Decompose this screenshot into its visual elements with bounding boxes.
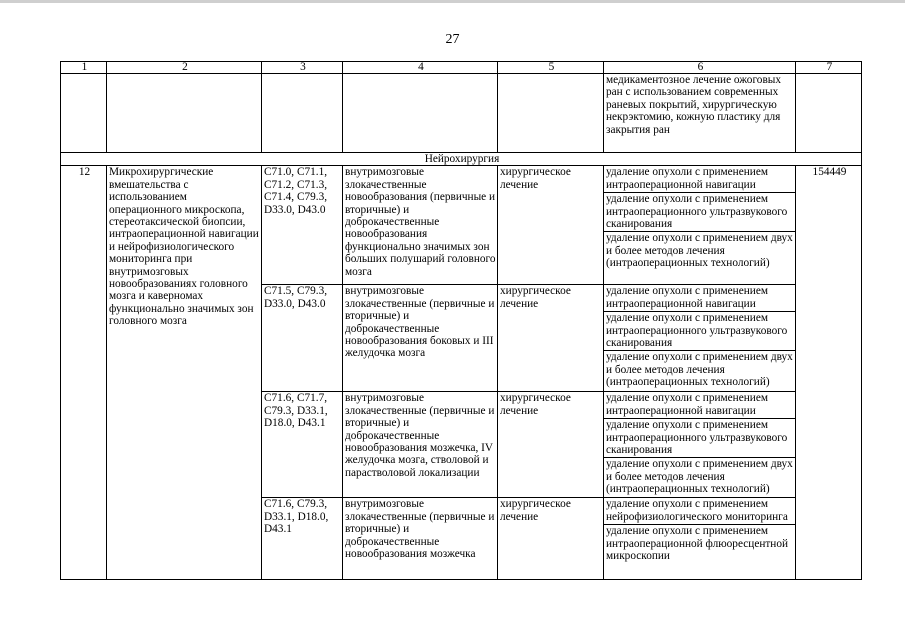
column-header: 6 bbox=[604, 62, 796, 74]
cell bbox=[107, 74, 262, 153]
treatment-method: удаление опухоли с применением интраоперационного ультразвукового сканирования bbox=[604, 419, 795, 458]
entry-name: Микрохирургические вмешательства с использованием операционного микроскопа, стереотаксической биопсии, интраоперационной навигации и нейрофизиологического мониторинга при внутримозговых новообразованиях головного мозга и каверномах функционально значимых зон головного мозга bbox=[107, 166, 262, 580]
treatment-method: удаление опухоли с применением интраоперационной навигации bbox=[604, 392, 795, 419]
treatment-method: удаление опухоли с применением интраоперационного ультразвукового сканирования bbox=[604, 193, 795, 232]
treatment-type: хирургическое лечение bbox=[498, 498, 604, 580]
column-header: 4 bbox=[343, 62, 498, 74]
cell bbox=[262, 74, 343, 153]
patient-model: внутримозговые злокачественные (первичные и вторичные) и доброкачественные новообразования боковых и III желудочка мозга bbox=[343, 285, 498, 392]
diagnosis-codes: C71.0, C71.1, C71.2, C71.3, C71.4, C79.3, D33.0, D43.0 bbox=[262, 166, 343, 285]
treatment-type: хирургическое лечение bbox=[498, 166, 604, 285]
cell bbox=[61, 74, 107, 153]
treatment-methods bbox=[604, 392, 796, 498]
scan-edge bbox=[0, 0, 905, 3]
entry-number: 12 bbox=[61, 166, 107, 580]
treatment-type: хирургическое лечение bbox=[498, 285, 604, 392]
treatment-method: удаление опухоли с применением двух и более методов лечения (интраоперационных технологий) bbox=[606, 351, 793, 389]
column-header: 5 bbox=[498, 62, 604, 74]
page-number: 27 bbox=[445, 32, 460, 47]
column-header: 7 bbox=[796, 62, 862, 74]
treatment-methods bbox=[604, 285, 796, 392]
cell bbox=[796, 74, 862, 153]
document-table bbox=[60, 61, 862, 580]
treatment-method: удаление опухоли с применением нейрофизиологического мониторинга bbox=[604, 498, 795, 525]
diagnosis-codes: C71.6, C79.3, D33.1, D18.0, D43.1 bbox=[262, 498, 343, 580]
column-number-row bbox=[61, 62, 862, 74]
treatment-methods bbox=[604, 166, 796, 285]
treatment-method: удаление опухоли с применением интраоперационного ультразвукового сканирования bbox=[604, 312, 795, 351]
treatment-method: удаление опухоли с применением интраоперационной навигации bbox=[604, 285, 795, 312]
table-row bbox=[61, 166, 862, 285]
treatment-type: хирургическое лечение bbox=[498, 392, 604, 498]
section-title: Нейрохирургия bbox=[61, 153, 862, 166]
diagnosis-codes: C71.6, C71.7, C79.3, D33.1, D18.0, D43.1 bbox=[262, 392, 343, 498]
treatment-method: удаление опухоли с применением интраоперационной флюоресцентной микроскопии bbox=[606, 525, 789, 563]
cell bbox=[343, 74, 498, 153]
patient-model: внутримозговые злокачественные (первичные и вторичные) и доброкачественные новообразования мозжечка, IV желудочка мозга, стволовой и парастволовой локализации bbox=[343, 392, 498, 498]
treatment-method: удаление опухоли с применением двух и более методов лечения (интраоперационных технологий) bbox=[606, 232, 793, 270]
continuation-row bbox=[61, 74, 862, 153]
diagnosis-codes: C71.5, C79.3, D33.0, D43.0 bbox=[262, 285, 343, 392]
price: 154449 bbox=[796, 166, 862, 580]
patient-model: внутримозговые злокачественные (первичные и вторичные) и доброкачественные новообразования мозжечка bbox=[343, 498, 498, 580]
treatment-method: удаление опухоли с применением интраоперационной навигации bbox=[604, 166, 795, 193]
cell bbox=[498, 74, 604, 153]
column-header: 3 bbox=[262, 62, 343, 74]
section-row bbox=[61, 153, 862, 166]
column-header: 1 bbox=[61, 62, 107, 74]
treatment-method-cell: медикаментозное лечение ожоговых ран с использованием современных раневых покрытий, хирургическую некрэктомию, кожную пластику для закрытия ран bbox=[604, 74, 796, 153]
treatment-methods bbox=[604, 498, 796, 580]
patient-model: внутримозговые злокачественные новообразования (первичные и вторичные) и доброкачественные новообразования функционально значимых зон больших полушарий головного мозга bbox=[343, 166, 498, 285]
column-header: 2 bbox=[107, 62, 262, 74]
treatment-method: удаление опухоли с применением двух и более методов лечения (интраоперационных технологий) bbox=[606, 458, 793, 496]
